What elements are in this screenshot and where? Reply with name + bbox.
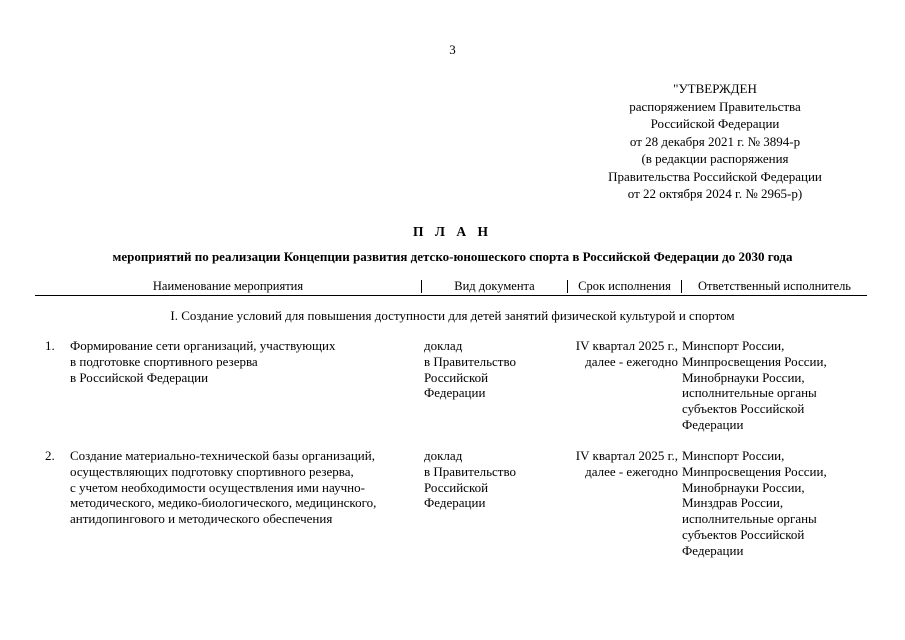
row-term bbox=[552, 338, 678, 370]
header-doc: Вид документа bbox=[454, 279, 535, 293]
row-name-line: с учетом необходимости осуществления ими научно- bbox=[70, 479, 365, 495]
section-title: I. Создание условий для повышения доступности для детей занятий физической культурой и спортом bbox=[170, 308, 735, 323]
row-resp-line: Минпросвещения России, bbox=[682, 353, 827, 369]
row-resp-line: Минспорт России, bbox=[682, 338, 785, 353]
row-resp-line: Минздрав России, bbox=[682, 495, 784, 511]
row-resp-line: Минпросвещения России, bbox=[682, 463, 827, 479]
row-resp-line: Минспорт России, bbox=[682, 448, 785, 463]
approval-line: "УТВЕРЖДЕН bbox=[673, 81, 757, 96]
row-doc-line: доклад bbox=[424, 448, 463, 463]
plan-subtitle: мероприятий по реализации Концепции развития детско-юношеского спорта в Российской Федерации до 2030 года bbox=[112, 249, 793, 264]
table-header bbox=[35, 279, 867, 296]
approval-line: от 28 декабря 2021 г. № 3894-р bbox=[629, 133, 801, 149]
row-name-line: Создание материально-технической базы организаций, bbox=[70, 448, 375, 463]
approval-line: от 22 октября 2024 г. № 2965-р) bbox=[627, 186, 803, 201]
row-name-line: антидопингового и методического обеспечения bbox=[70, 511, 333, 527]
row-name-line: в подготовке спортивного резерва bbox=[70, 353, 258, 369]
row-doc-line: Федерации bbox=[424, 385, 486, 401]
header-resp: Ответственный исполнитель bbox=[697, 279, 852, 293]
row-resp-line: субъектов Российской bbox=[682, 526, 805, 542]
row-resp-line: Федерации bbox=[682, 542, 744, 558]
row-resp-line: Минобрнауки России, bbox=[682, 479, 805, 495]
row-resp-line: исполнительные органы bbox=[682, 385, 817, 401]
row-name bbox=[70, 338, 415, 385]
row-name-line: осуществляющих подготовку спортивного резерва, bbox=[70, 463, 354, 479]
row-doc-line: Российской bbox=[424, 479, 489, 495]
header-name: Наименование мероприятия bbox=[152, 279, 304, 293]
approval-block bbox=[560, 80, 870, 203]
row-doc bbox=[424, 448, 544, 511]
row-number: 1. bbox=[45, 338, 55, 353]
row-doc-line: в Правительство bbox=[424, 463, 517, 479]
row-name-line: методического, медико-биологического, медицинского, bbox=[70, 495, 377, 511]
approval-line: Российской Федерации bbox=[650, 116, 780, 131]
row-term-line: далее - ежегодно bbox=[585, 463, 678, 479]
row-resp-line: исполнительные органы bbox=[682, 511, 817, 527]
row-resp-line: субъектов Российской bbox=[682, 401, 805, 417]
row-name bbox=[70, 448, 415, 527]
row-name-line: в Российской Федерации bbox=[70, 369, 209, 385]
row-term-line: IV квартал 2025 г., bbox=[575, 448, 678, 463]
row-term bbox=[552, 448, 678, 480]
approval-line: распоряжением Правительства bbox=[629, 98, 801, 114]
row-resp-line: Федерации bbox=[682, 416, 744, 432]
row-doc-line: Российской bbox=[424, 369, 489, 385]
plan-title: П Л А Н bbox=[413, 224, 492, 239]
row-resp bbox=[682, 338, 882, 433]
row-name-line: Формирование сети организаций, участвующих bbox=[70, 338, 336, 353]
row-number: 2. bbox=[45, 448, 55, 463]
row-doc-line: в Правительство bbox=[424, 353, 517, 369]
row-doc-line: доклад bbox=[424, 338, 463, 353]
approval-line: Правительства Российской Федерации bbox=[608, 168, 822, 184]
header-term: Срок исполнения bbox=[578, 279, 671, 293]
row-resp bbox=[682, 448, 882, 559]
row-resp-line: Минобрнауки России, bbox=[682, 369, 805, 385]
page-number: 3 bbox=[449, 42, 456, 57]
approval-line: (в редакции распоряжения bbox=[641, 151, 789, 166]
row-term-line: IV квартал 2025 г., bbox=[575, 338, 678, 353]
row-doc bbox=[424, 338, 544, 401]
row-doc-line: Федерации bbox=[424, 495, 486, 511]
row-term-line: далее - ежегодно bbox=[585, 353, 678, 369]
